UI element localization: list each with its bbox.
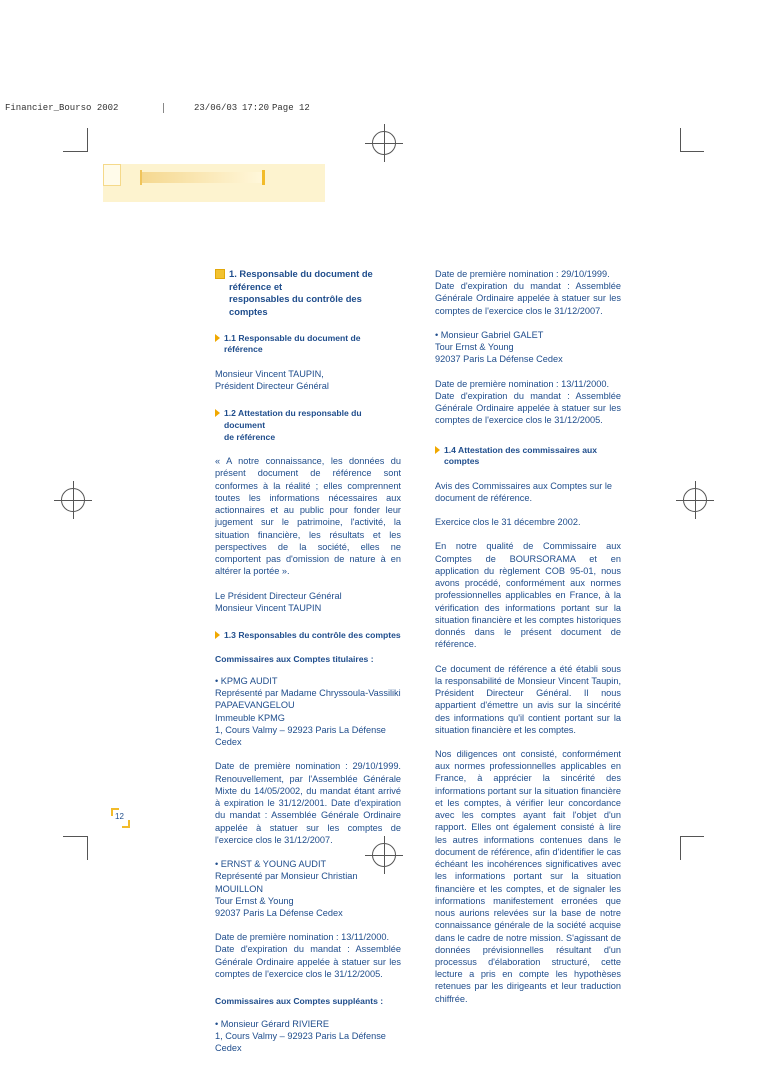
kpmg-representative-surname: PAPAEVANGELOU [215,700,295,711]
crop-mark-top-right-h [680,151,704,152]
slug-date: 23/06/03 [194,103,238,113]
diligences-paragraph: Nos diligences ont consisté, conformément aux normes professionnelles applicables en France, à apprécier la sincérité des informations portant sur la situation financière et les comptes, à vérifier leur concordance avec les comptes ayant fait l'objet d'un rapport. Elles ont également consisté à lire les autres informations contenues dans le document de référence, afin d'identifier le cas échéant les incohérences significatives avec les informations portant sur la situation financière et les comptes, et de signaler les informations manifestement erronées que nous aurions relevées sur la base de notre connaissance générale de la société acquise dans le cadre de notre mission. S'agissant de données prévisionnelles résultant d'un processus d'élaboration structuré, cette lecture a pris en compte les hypothèses retenues par les dirigeants et leur traduction chiffrée. [435,748,621,1004]
right-column [435,268,621,1017]
responsable-role: Président Directeur Général [215,381,329,392]
riviere-address: 1, Cours Valmy – 92923 Paris La Défense Cedex [215,1030,386,1054]
section-1-3-title: 1.3 Responsables du contrôle des comptes [224,630,401,640]
galet-nomination: Date de première nomination : 13/11/2000. [435,378,609,389]
signature-role: Le Président Directeur Général [215,590,342,601]
kpmg-representative: Représenté par Madame Chryssoula-Vassiliki [215,688,401,699]
crop-mark-bottom-left-v [87,836,88,860]
registration-mark-top [372,131,396,155]
section-1-1-heading [215,333,401,356]
kpmg-address: 1, Cours Valmy – 92923 Paris La Défense Cedex [215,724,386,748]
avis-paragraph: Avis des Commissaires aux Comptes sur le document de référence. [435,480,613,503]
signature-name: Monsieur Vincent TAUPIN [215,602,322,613]
signature-block [215,590,401,614]
left-column [215,268,401,1066]
section-1-3-heading [215,630,401,642]
kpmg-building: Immeuble KPMG [215,712,285,723]
slug-file: Financier_Bourso 2002 [5,103,119,113]
registration-mark-left [61,488,85,512]
galet-dates [435,378,621,427]
exercice-paragraph: Exercice clos le 31 décembre 2002. [435,517,581,528]
section-1-heading [215,268,401,319]
header-band-bar [142,172,262,183]
section-marker-icon [215,269,225,279]
responsable-name: Monsieur Vincent TAUPIN, [215,368,324,379]
riviere-block [215,1018,401,1055]
kpmg-block [215,675,401,748]
kpmg-expiration: Date d'expiration du mandat : Assemblée Générale Ordinaire appelée à statuer sur les comptes de l'exercice clos le 31/12/2007. [215,798,401,845]
triangle-bullet-icon [435,446,440,454]
galet-address: 92037 Paris La Défense Cedex [435,354,563,365]
section-1-2-heading [215,408,401,443]
registration-mark-right [683,488,707,512]
slug-page: Page 12 [272,103,310,113]
ey-representative: Représenté par Monsieur Christian MOUILLON [215,871,358,894]
riviere-nomination: Date de première nomination : 29/10/1999. [435,269,610,279]
ey-building: Tour Ernst & Young [215,895,294,906]
attestation-paragraph: « A notre connaissance, les données du présent document de référence sont conformes à la réalité ; elles comprennent toutes les informations nécessaires aux actionnaires et au public pour fonder leur jugement sur le patrimoine, l'activité, la situation financière, les résultats et les perspectives de la société, elles ne comportent pas d'omission de nature à en altérer la portée ». [215,456,401,577]
crop-mark-bottom-right-v [680,836,681,860]
responsabilite-paragraph: Ce document de référence a été établi sous la responsabilité de Monsieur Vincent Taupin, Président Directeur Général. Il nous appartient d'émettre un avis sur la sincérité des informations qu'il contient portant sur la situation financière et les comptes. [435,663,621,735]
triangle-bullet-icon [215,631,220,639]
section-1-2-title-line2: de référence [224,431,276,442]
riviere-name: • Monsieur Gérard RIVIERE [215,1018,330,1029]
ey-nomination: Date de première nomination : 13/11/2000. [215,932,389,943]
header-band-bar-edge-right [262,170,265,185]
crop-mark-bottom-left-h [63,836,87,837]
titulaires-heading: Commissaires aux Comptes titulaires : [215,653,374,664]
page-number-corner-bottom [122,820,130,828]
riviere-dates [435,268,621,317]
crop-mark-bottom-right-h [680,836,704,837]
section-1-1-title: 1.1 Responsable du document de référence [224,332,361,355]
ey-dates [215,931,401,980]
ey-block [215,858,401,919]
crop-mark-top-left-h [63,151,87,152]
crop-mark-top-left-v [87,128,88,152]
triangle-bullet-icon [215,334,220,342]
suppleants-heading: Commissaires aux Comptes suppléants : [215,996,384,1007]
qualite-paragraph: En notre qualité de Commissaire aux Comptes de BOURSORAMA et en application du règlement COB 95-01, nous avons procédé, conformément aux normes professionnelles applicables en France, à la vérification des informations portant sur la situation financière et les comptes historiques donnés dans le présent document de référence. [435,541,621,650]
header-band-square [103,164,121,186]
page-number: 12 [115,812,124,821]
crop-mark-top-right-v [680,128,681,152]
galet-name: • Monsieur Gabriel GALET [435,329,544,340]
section-1-heading-line2: responsables du contrôle des comptes [229,293,362,318]
galet-building: Tour Ernst & Young [435,342,514,353]
galet-expiration: Date d'expiration du mandat : Assemblée Générale Ordinaire appelée à statuer sur les comptes de l'exercice clos le 31/12/2005. [435,390,621,426]
section-1-heading-line1: 1. Responsable du document de référence et [229,268,373,292]
galet-block [435,329,621,366]
header-band-bar-edge-left [140,170,142,185]
slug-separator [163,103,164,113]
riviere-expiration: Date d'expiration du mandat : Assemblée Générale Ordinaire appelée à statuer sur les comptes de l'exercice clos le 31/12/2007. [435,281,621,316]
section-1-2-title-line1: 1.2 Attestation du responsable du document [224,408,362,430]
responsable-block [215,368,401,392]
ey-expiration: Date d'expiration du mandat : Assemblée Générale Ordinaire appelée à statuer sur les comptes de l'exercice clos le 31/12/2005. [215,944,401,979]
kpmg-dates [215,760,401,846]
section-1-4-title: 1.4 Attestation des commissaires aux comptes [444,444,598,467]
section-1-4-heading [435,445,621,468]
kpmg-nomination: Date de première nomination : 29/10/1999. Renouvellement, par l'Assemblée Générale Mixte du 14/05/2002, du mandat étant arrivé à expiration le 31/12/2001. [215,761,401,809]
slug-time: 17:20 [242,103,270,113]
kpmg-name: • KPMG AUDIT [215,676,278,687]
header-band [103,164,325,202]
ey-name: • ERNST & YOUNG AUDIT [215,859,327,870]
ey-address: 92037 Paris La Défense Cedex [215,908,343,918]
triangle-bullet-icon [215,409,220,417]
